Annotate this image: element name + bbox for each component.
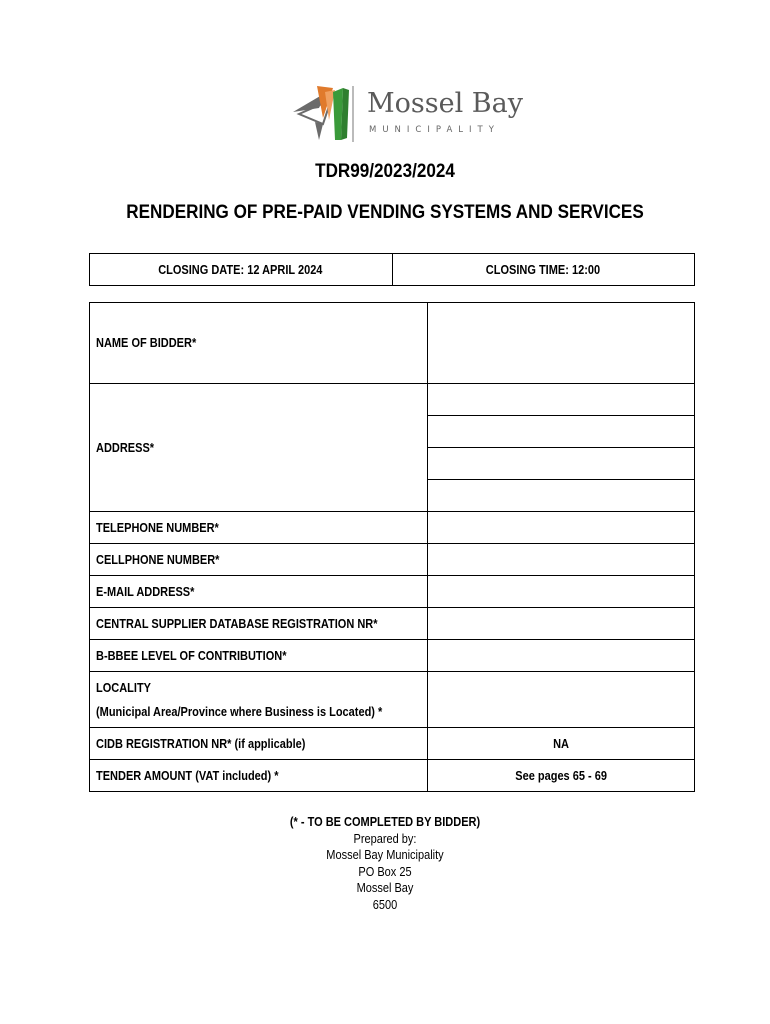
email-field[interactable] — [428, 576, 695, 608]
email-label: E-MAIL ADDRESS* — [90, 576, 428, 608]
address-line-3-field[interactable] — [428, 448, 695, 480]
cellphone-label: CELLPHONE NUMBER* — [90, 544, 428, 576]
locality-field[interactable] — [428, 672, 695, 728]
csd-registration-field[interactable] — [428, 608, 695, 640]
closing-date: CLOSING DATE: 12 APRIL 2024 — [90, 254, 393, 286]
completion-note: (* - TO BE COMPLETED BY BIDDER) — [289, 815, 481, 829]
address-line-2-field[interactable] — [428, 416, 695, 448]
footer — [0, 814, 770, 913]
address-line-1-field[interactable] — [428, 384, 695, 416]
logo-name: Mossel Bay — [367, 88, 524, 119]
bidder-form-table — [89, 302, 695, 792]
closing-table — [89, 253, 695, 286]
po-box: PO Box 25 — [358, 864, 412, 879]
cidb-registration-label: CIDB REGISTRATION NR* (if applicable) — [90, 728, 428, 760]
municipality-logo — [289, 78, 524, 150]
closing-time: CLOSING TIME: 12:00 — [392, 254, 695, 286]
mossel-bay-logo-icon — [289, 78, 369, 150]
address-label: ADDRESS* — [90, 384, 428, 512]
organisation-name: Mossel Bay Municipality — [326, 848, 444, 862]
name-of-bidder-label: NAME OF BIDDER* — [90, 303, 428, 384]
bbbee-level-field[interactable] — [428, 640, 695, 672]
document-number: TDR99/2023/2024 — [315, 161, 455, 182]
locality-sublabel: (Municipal Area/Province where Business is Located) * — [96, 704, 383, 719]
telephone-field[interactable] — [428, 512, 695, 544]
logo-subtitle: MUNICIPALITY — [369, 125, 500, 135]
tender-amount-value: See pages 65 - 69 — [428, 760, 695, 792]
tender-amount-label: TENDER AMOUNT (VAT included) * — [90, 760, 428, 792]
bbbee-level-label: B-BBEE LEVEL OF CONTRIBUTION* — [90, 640, 428, 672]
cellphone-field[interactable] — [428, 544, 695, 576]
town: Mossel Bay — [356, 881, 414, 895]
document-title: RENDERING OF PRE-PAID VENDING SYSTEMS AND SERVICES — [126, 202, 644, 223]
postal-code: 6500 — [372, 897, 398, 912]
cidb-registration-value: NA — [428, 728, 695, 760]
address-line-4-field[interactable] — [428, 480, 695, 512]
prepared-by: Prepared by: — [353, 831, 417, 846]
telephone-label: TELEPHONE NUMBER* — [90, 512, 428, 544]
locality-label: LOCALITY (Municipal Area/Province where Business is Located) * — [90, 672, 428, 728]
name-of-bidder-field[interactable] — [428, 303, 695, 384]
csd-registration-label: CENTRAL SUPPLIER DATABASE REGISTRATION NR* — [90, 608, 428, 640]
